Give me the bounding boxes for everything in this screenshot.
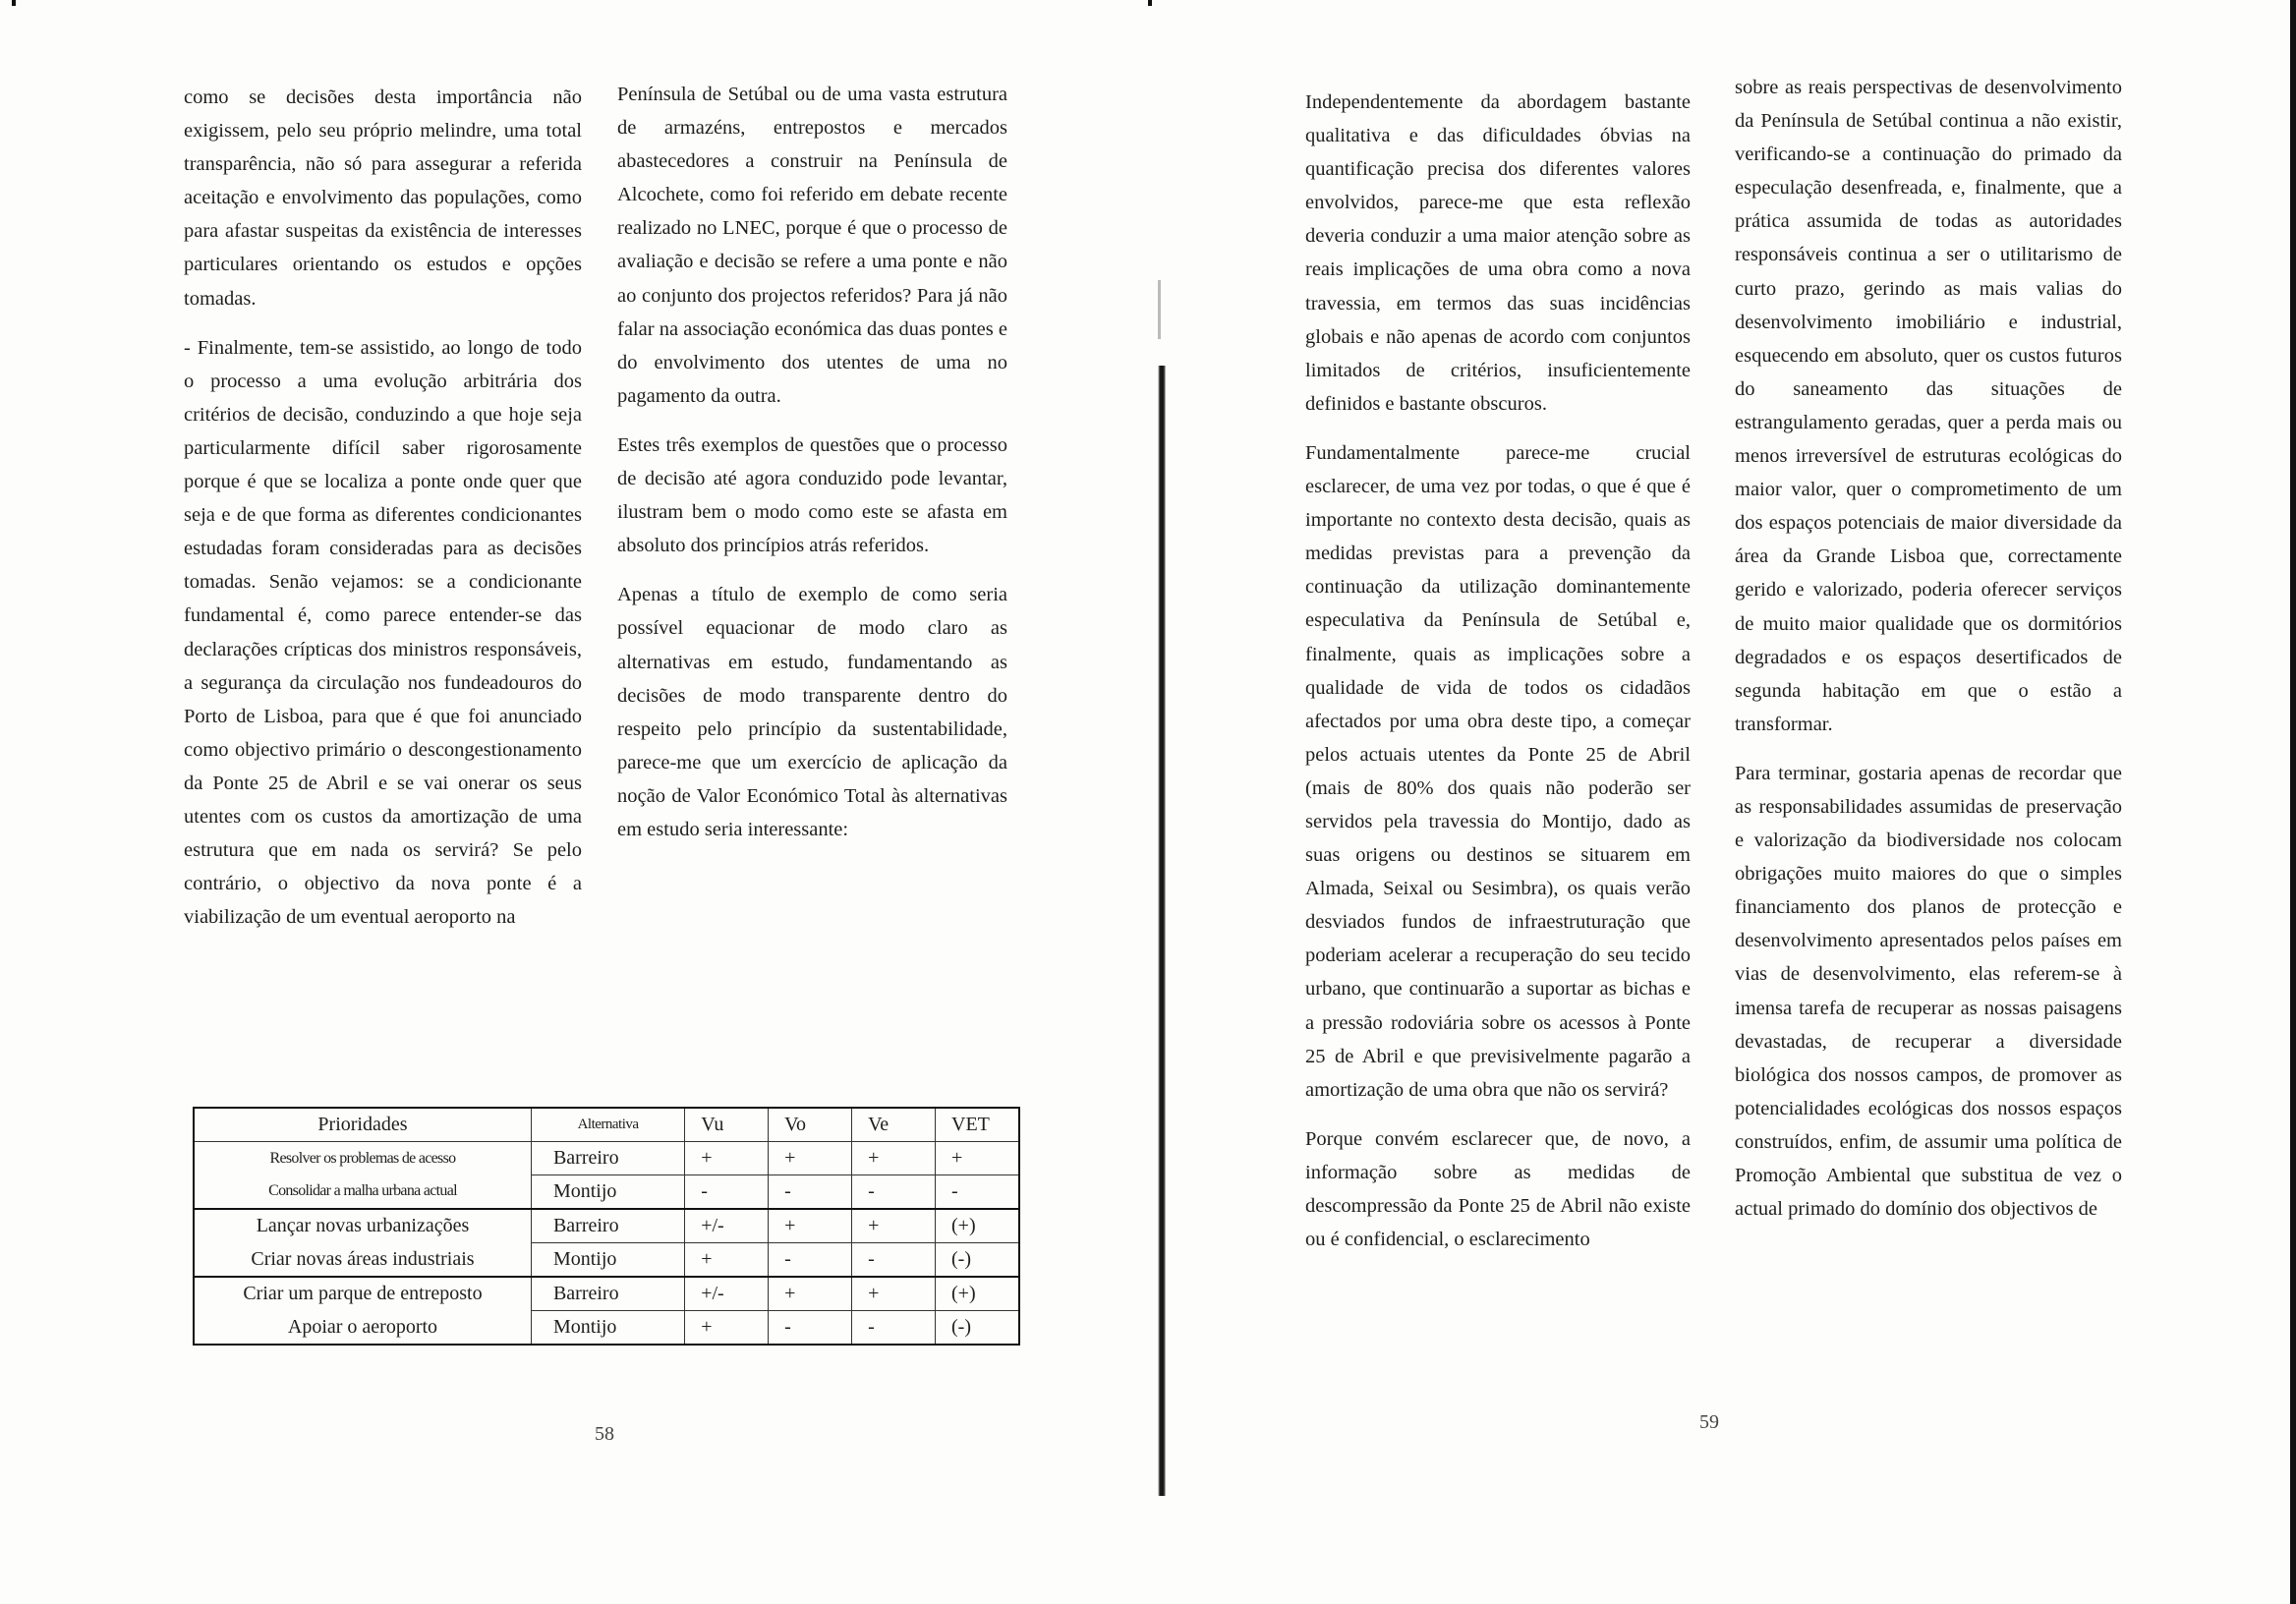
book-gutter — [1158, 366, 1166, 1496]
cell-ve: + — [852, 1142, 936, 1175]
page-59-column-1 — [1305, 86, 1691, 1272]
cell-prioridade: Criar novas áreas industriais — [194, 1243, 531, 1278]
paragraph: Apenas a título de exemplo de como seria possível equacionar de modo claro as alternativas em estudo, fundamentando as decisões de modo transparente dentro do respeito pelo princípio da sustentabilidade, parece-me que um exercício de aplicação da noção de Valor Económico Total às alternativas em estudo seria interessante: — [617, 584, 1007, 840]
cell-prioridade: Criar um parque de entreposto — [194, 1277, 531, 1311]
table-row — [194, 1311, 1019, 1346]
cell-vu: + — [685, 1311, 769, 1346]
page-58-column-2 — [617, 78, 1007, 862]
header-vo: Vo — [769, 1108, 852, 1142]
cell-vu: +/- — [685, 1277, 769, 1311]
center-mark — [1148, 0, 1152, 6]
header-alternativa: Alternativa — [531, 1108, 684, 1142]
paragraph: Porque convém esclarecer que, de novo, a informação sobre as medidas de descompressão da Ponte 25 de Abril não existe ou é confidencial, o esclarecimento — [1305, 1127, 1691, 1251]
page-edge-shadow — [2290, 0, 2296, 1604]
page-59-column-2 — [1735, 71, 2122, 1241]
cell-prioridade: Resolver os problemas de acesso — [194, 1142, 531, 1175]
cell-vet: (+) — [936, 1277, 1020, 1311]
cell-vu: +/- — [685, 1209, 769, 1243]
cell-alternativa: Barreiro — [531, 1209, 684, 1243]
paragraph: Para terminar, gostaria apenas de recordar que as responsabilidades assumidas de preservação e valorização da biodiversidade nos colocam obrigações muito maiores do que o simples financiamento dos planos de protecção e desenvolvimento apresentados pelos países em vias de desenvolvimento, elas referem-se à imensa tarefa de recuperar as nossas paisagens devastadas, de recuperar a diversidade biológica dos nossos campos, de promover as potencialidades ecológicas dos nossos espaços construídos, enfim, de assumir uma política de Promoção Ambiental que substitua de vez o actual primado do domínio dos objectivos de — [1735, 762, 2122, 1221]
paragraph: como se decisões desta importância não exigissem, pelo seu próprio melindre, uma total transparência, não só para assegurar a referida aceitação e envolvimento das populações, como para afastar suspeitas da existência de interesses particulares orientando os estudos e opções tomadas. — [184, 86, 582, 310]
cell-ve: - — [852, 1311, 936, 1346]
table-row — [194, 1142, 1019, 1175]
cell-alternativa: Montijo — [531, 1175, 684, 1210]
page-number-right: 59 — [1699, 1411, 1719, 1433]
table-row — [194, 1175, 1019, 1210]
corner-mark — [12, 0, 16, 6]
header-prioridades: Prioridades — [194, 1108, 531, 1142]
cell-vet: - — [936, 1175, 1020, 1210]
cell-vu: + — [685, 1142, 769, 1175]
cell-vu: + — [685, 1243, 769, 1278]
cell-vo: + — [769, 1277, 852, 1311]
header-ve: Ve — [852, 1108, 936, 1142]
cell-alternativa: Montijo — [531, 1243, 684, 1278]
cell-vo: - — [769, 1311, 852, 1346]
header-vet: VET — [936, 1108, 1020, 1142]
cell-alternativa: Barreiro — [531, 1277, 684, 1311]
table-header-row — [194, 1108, 1019, 1142]
cell-vo: + — [769, 1209, 852, 1243]
cell-vet: (+) — [936, 1209, 1020, 1243]
cell-alternativa: Barreiro — [531, 1142, 684, 1175]
paragraph: - Finalmente, tem-se assistido, ao longo de todo o processo a uma evolução arbitrária dos critérios de decisão, conduzindo a que hoje seja particularmente difícil saber rigorosamente porque é que se localiza a ponte onde quer que seja e de que forma as diferentes condicionantes estudadas foram consideradas para as decisões tomadas. Senão vejamos: se a condicionante fundamental é, como parece entender-se das declarações crípticas dos ministros responsáveis, a segurança da circulação nos fundeadouros do Porto de Lisboa, para que é que foi anunciado como objectivo primário o descongestionamento da Ponte 25 de Abril e se vai onerar os seus utentes com os custos da amortização de uma estrutura que em nada os servirá? Se pelo contrário, o objectivo da nova ponte é a viabilização de um eventual aeroporto na — [184, 336, 582, 929]
table-row — [194, 1243, 1019, 1278]
cell-vet: + — [936, 1142, 1020, 1175]
cell-vo: - — [769, 1175, 852, 1210]
cell-vo: - — [769, 1243, 852, 1278]
paragraph: Fundamentalmente parece-me crucial esclarecer, de uma vez por todas, o que é que é importante no contexto desta decisão, quais as medidas previstas para a prevenção da continuação da utilização dominantemente especulativa da Península de Setúbal e, finalmente, quais as implicações sobre a qualidade de vida de todos os cidadãos afectados por uma obra deste tipo, a começar pelos actuais utentes da Ponte 25 de Abril (mais de 80% dos quais não poderão ser servidos pela travessia do Montijo, dado as suas origens ou destinos se situarem em Almada, Seixal ou Sesimbra), os quais verão desviados fundos de infraestruturação que poderiam acelerar a recuperação do seu tecido urbano, que continuarão a suportar as bichas e a pressão rodoviária sobre os acessos à Ponte 25 de Abril e que previsivelmente pagarão a amortização de uma obra que não os servirá? — [1305, 441, 1691, 1101]
cell-ve: - — [852, 1243, 936, 1278]
cell-vo: + — [769, 1142, 852, 1175]
header-vu: Vu — [685, 1108, 769, 1142]
table-row — [194, 1277, 1019, 1311]
cell-vet: (-) — [936, 1311, 1020, 1346]
gutter-shadow-faint — [1158, 280, 1161, 339]
cell-ve: + — [852, 1209, 936, 1243]
paragraph: Estes três exemplos de questões que o processo de decisão até agora conduzido pode levantar, ilustram bem o modo como este se afasta em absoluto dos princípios atrás referidos. — [617, 433, 1007, 557]
cell-vet: (-) — [936, 1243, 1020, 1278]
cell-prioridade: Consolidar a malha urbana actual — [194, 1175, 531, 1210]
paragraph: sobre as reais perspectivas de desenvolvimento da Península de Setúbal continua a não existir, verificando-se a continuação do primado da especulação desenfreada, e, finalmente, que a prática assumida de todas as autoridades responsáveis continua a ser o utilitarismo de curto prazo, gerindo as mais valias do desenvolvimento imobiliário e industrial, esquecendo em absoluto, quer os custos futuros do saneamento das situações de estrangulamento geradas, quer a perda mais ou menos irreversível de estruturas ecológicas do maior valor, quer o comprometimento de um dos espaços potenciais de maior diversidade da área da Grande Lisboa que, correctamente gerido e valorizado, poderia oferecer serviços de muito maior qualidade que os dormitórios degradados e os espaços desertificados de segunda habitação em que o estão a transformar. — [1735, 77, 2122, 735]
paragraph: Península de Setúbal ou de uma vasta estrutura de armazéns, entrepostos e mercados abastecedores a construir na Península de Alcochete, como foi referido em debate recente realizado no LNEC, porque é que o processo de avaliação e decisão se refere a uma ponte e não ao conjunto dos projectos referidos? Para já não falar na associação económica das duas pontes e do envolvimento dos utentes de uma no pagamento da outra. — [617, 84, 1007, 407]
paragraph: Independentemente da abordagem bastante qualitativa e das dificuldades óbvias na quantificação precisa dos diferentes valores envolvidos, parece-me que esta reflexão deveria conduzir a uma maior atenção sobre as reais implicações de uma obra como a nova travessia, em termos das suas incidências globais e não apenas de acordo com conjuntos limitados de critérios, insuficientemente definidos e bastante obscuros. — [1305, 91, 1691, 415]
page-58-column-1 — [184, 81, 582, 949]
table-row — [194, 1209, 1019, 1243]
cell-prioridade: Apoiar o aeroporto — [194, 1311, 531, 1346]
page-number-left: 58 — [595, 1423, 614, 1445]
cell-vu: - — [685, 1175, 769, 1210]
cell-ve: - — [852, 1175, 936, 1210]
cell-alternativa: Montijo — [531, 1311, 684, 1346]
cell-prioridade: Lançar novas urbanizações — [194, 1209, 531, 1243]
priorities-table — [193, 1107, 1020, 1346]
cell-ve: + — [852, 1277, 936, 1311]
